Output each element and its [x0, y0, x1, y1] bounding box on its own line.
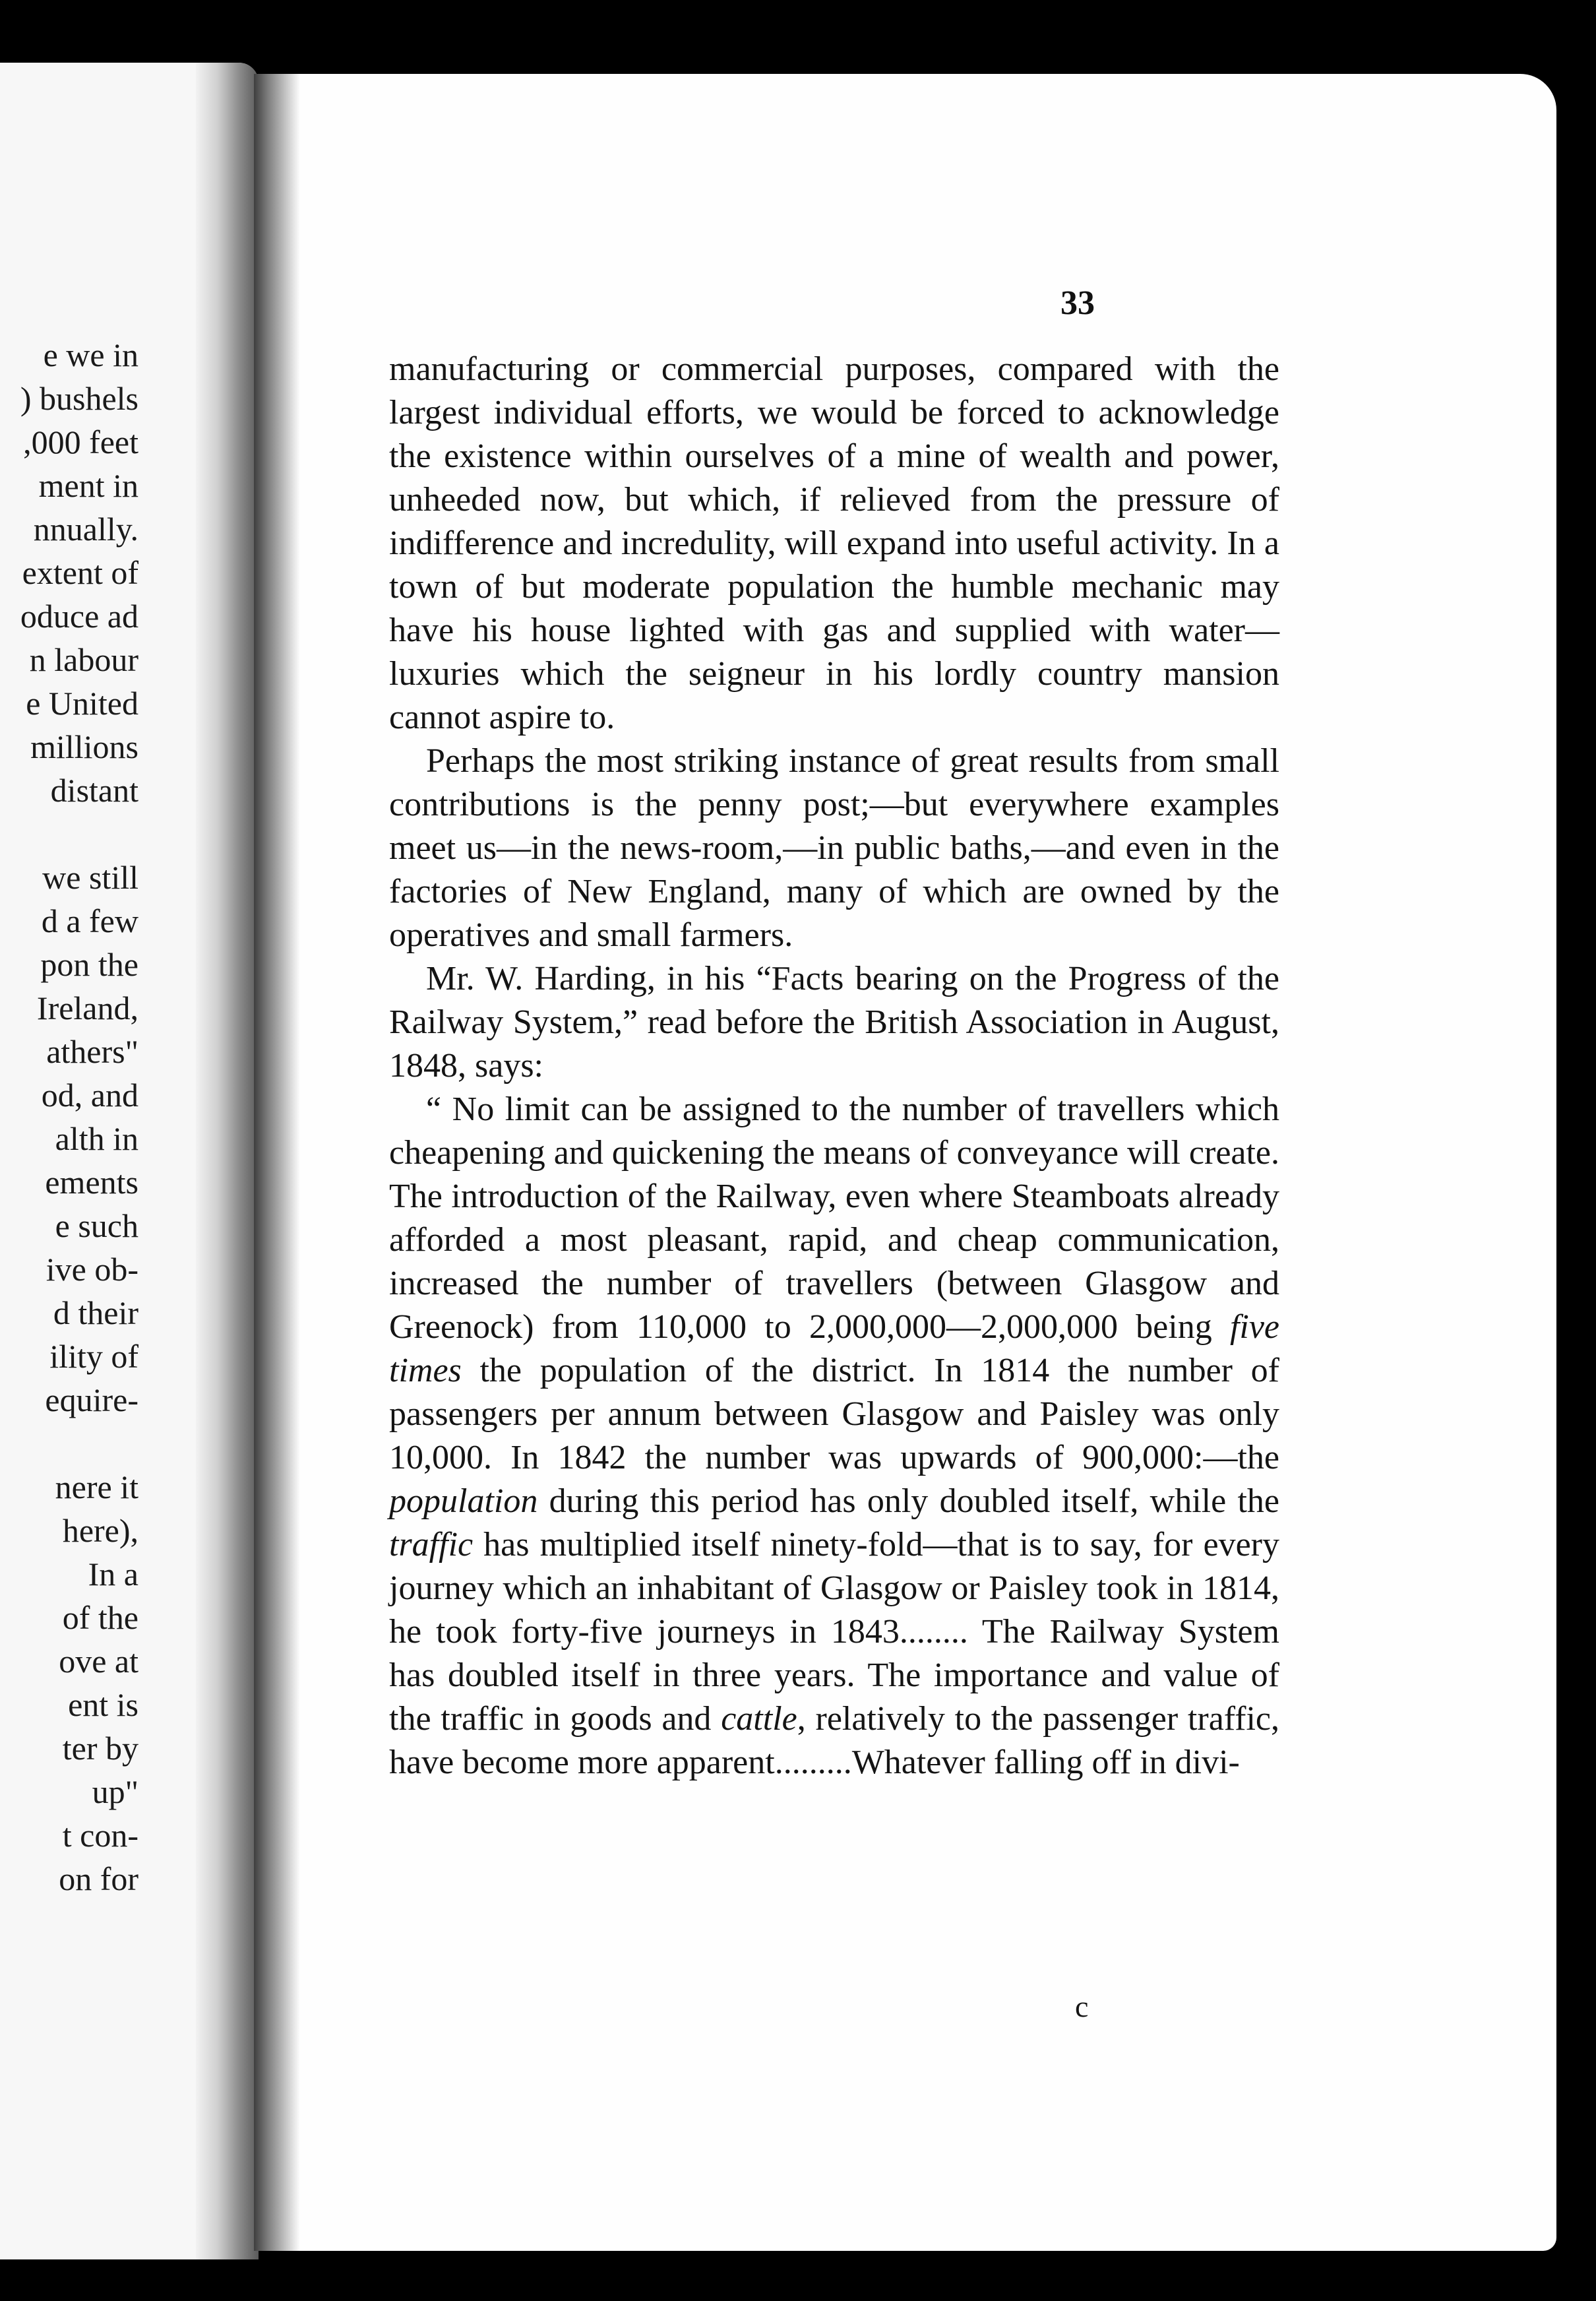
previous-page-line: athers": [46, 1033, 138, 1070]
page-body: [389, 348, 1279, 1784]
previous-page-line: extent of: [22, 554, 138, 591]
previous-page-line: ements: [45, 1164, 138, 1201]
previous-page-line: pon the: [40, 946, 138, 983]
previous-page-line: up": [92, 1773, 138, 1810]
previous-page-line: ter by: [62, 1730, 138, 1767]
quote-text-2: the population of the district. In 1814 the number of passengers per annum between Glasgow and Paisley was only 10,000. In 1842 the number was upwards of 900,000:—the: [389, 1352, 1279, 1476]
previous-page-text: [0, 333, 138, 1901]
previous-page-line: e United: [26, 685, 138, 722]
previous-page-line: distant: [50, 772, 138, 809]
quote-text-1: “ No limit can be assigned to the number of travellers which cheapening and quickening the means of conveyance will create. The introduction of the Railway, even where Steamboats already afforded a most pleasant, rapid, and cheap communication, increased the number of travellers (between Glasgow and Greenock) from 110,000 to 2,000,000—2,000,000 being: [389, 1090, 1279, 1346]
book-spine-shadow: [196, 63, 259, 2259]
previous-page-line: n labour: [29, 641, 138, 678]
previous-page-line: od, and: [41, 1077, 138, 1114]
previous-page-line: ment in: [38, 467, 138, 504]
previous-page-line: e such: [55, 1207, 138, 1244]
previous-page-line: millions: [30, 728, 138, 765]
previous-page: [0, 63, 259, 2259]
previous-page-line: equire-: [45, 1381, 138, 1418]
previous-page-line: ility of: [49, 1338, 138, 1375]
previous-page-gap: [0, 1422, 138, 1465]
previous-page-line: d their: [53, 1294, 138, 1331]
emphasis-cattle: cattle: [721, 1700, 797, 1738]
previous-page-line: nere it: [55, 1468, 138, 1505]
page-gutter-shadow: [254, 74, 300, 2251]
quote-text-5: , relatively to the passenger traffic, have become more apparent.........Whatever falling off in divi-: [389, 1700, 1279, 1781]
quotation-paragraph: [389, 1088, 1279, 1784]
previous-page-line: on for: [59, 1860, 138, 1897]
previous-page-line: ) bushels: [20, 380, 138, 417]
previous-page-line: oduce ad: [20, 598, 138, 635]
current-page: [254, 74, 1556, 2251]
signature-mark: c: [1075, 1990, 1089, 2023]
previous-page-line: ive ob-: [46, 1251, 138, 1288]
previous-page-line: of the: [62, 1599, 138, 1636]
previous-page-line: ove at: [59, 1643, 138, 1680]
quote-text-4: has multiplied itself ninety-fold—that is to say, for every journey which an inhabitant of Glasgow or Paisley took in 1814, he took forty-five journeys in 1843........ The Railway System has doubled itself in three years. The importance and value of the traffic in goods and: [389, 1526, 1279, 1738]
paragraph-2: Perhaps the most striking instance of great results from small contributions is the penny post;—but everywhere examples meet us—in the news-room,—in public baths,—and even in the factories of New England, many of which are owned by the operatives and small farmers.: [389, 742, 1279, 954]
previous-page-line: here),: [62, 1512, 138, 1549]
quote-text-3: during this period has only doubled itself, while the: [537, 1482, 1279, 1520]
paragraph-1: manufacturing or commercial purposes, compared with the largest individual efforts, we would be forced to acknowledge the existence within ourselves of a mine of wealth and power, unheeded now, but which, if relieved from the pressure of indifference and incredulity, will expand into useful activity. In a town of but moderate population the humble mechanic may have his house lighted with gas and supplied with water—luxuries which the seigneur in his lordly country mansion cannot aspire to.: [389, 350, 1279, 736]
previous-page-line: ,000 feet: [23, 424, 138, 460]
previous-page-line: ent is: [68, 1686, 138, 1723]
paragraph-3: Mr. W. Harding, in his “Facts bearing on the Progress of the Railway System,” read before the British Association in August, 1848, says:: [389, 960, 1279, 1085]
previous-page-line: we still: [42, 859, 138, 896]
emphasis-five-times: five times: [389, 1308, 1279, 1389]
previous-page-line: e we in: [43, 336, 138, 373]
previous-page-line: nnually.: [33, 511, 138, 548]
previous-page-gap: [0, 812, 138, 856]
previous-page-line: d a few: [41, 902, 138, 939]
previous-page-line: Ireland,: [36, 990, 138, 1026]
page-number: 33: [1060, 284, 1095, 322]
emphasis-population: population: [389, 1482, 538, 1520]
previous-page-line: t con-: [62, 1817, 138, 1854]
previous-page-line: In a: [88, 1556, 138, 1592]
emphasis-traffic: traffic: [389, 1526, 474, 1563]
previous-page-line: alth in: [55, 1120, 138, 1157]
